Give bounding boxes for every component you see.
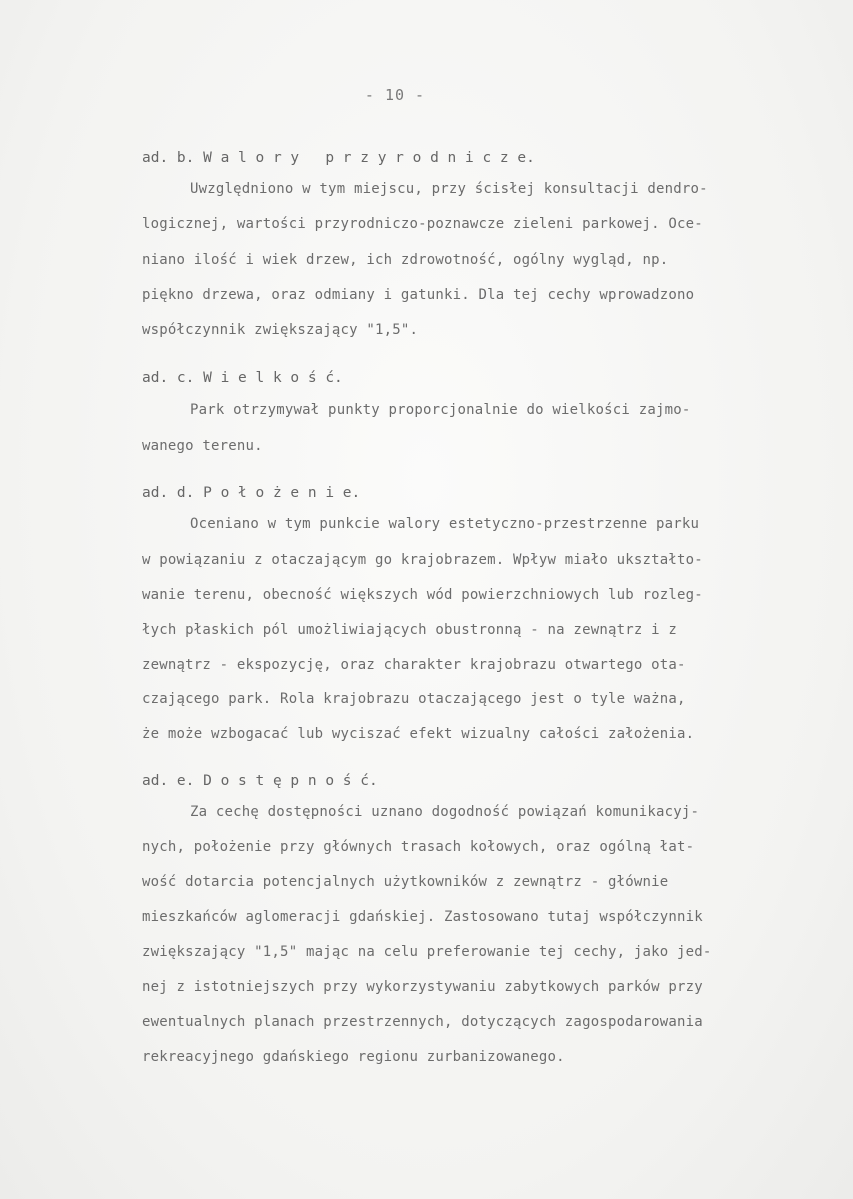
text-line: łych płaskich pól umożliwiających obustronną - na zewnątrz i z [142,622,677,638]
section-heading-walory: ad. b. W a l o r y p r z y r o d n i c z e. [142,150,535,166]
text-line: Za cechę dostępności uznano dogodność powiązań komunikacyj- [190,804,700,820]
page-number: - 10 - [364,86,426,104]
text-line: logicznej, wartości przyrodniczo-poznawcze zieleni parkowej. Oce- [142,216,703,232]
text-line: w powiązaniu z otaczającym go krajobrazem. Wpływ miało ukształto- [142,552,703,568]
section-heading-polozenie: ad. d. P o ł o ż e n i e. [142,485,361,501]
text-line: że może wzbogacać lub wyciszać efekt wizualny całości założenia. [142,726,695,742]
text-line: wanie terenu, obecność większych wód powierzchniowych lub rozleg- [142,587,703,603]
text-line: piękno drzewa, oraz odmiany i gatunki. Dla tej cechy wprowadzono [142,287,695,303]
section-heading-wielkosc: ad. c. W i e l k o ś ć. [142,370,343,386]
text-line: współczynnik zwiększający "1,5". [142,322,419,338]
text-line: zwiększający "1,5" mając na celu preferowanie tej cechy, jako jed- [142,944,712,960]
text-line: rekreacyjnego gdańskiego regionu zurbanizowanego. [142,1049,565,1065]
text-line: Uwzględniono w tym miejscu, przy ścisłej konsultacji dendro- [190,181,708,197]
text-line: ewentualnych planach przestrzennych, dotyczących zagospodarowania [142,1014,703,1030]
section-heading-dostepnosc: ad. e. D o s t ę p n o ś ć. [142,773,378,789]
text-line: nych, położenie przy głównych trasach kołowych, oraz ogólną łat- [142,839,695,855]
text-line: Oceniano w tym punkcie walory estetyczno-przestrzenne parku [190,516,700,532]
text-line: nej z istotniejszych przy wykorzystywaniu zabytkowych parków przy [142,979,703,995]
text-line: mieszkańców aglomeracji gdańskiej. Zastosowano tutaj współczynnik [142,909,703,925]
text-line: Park otrzymywał punkty proporcjonalnie do wielkości zajmo- [190,402,691,418]
text-line: wanego terenu. [142,438,263,454]
text-line: czającego park. Rola krajobrazu otaczającego jest o tyle ważna, [142,691,686,707]
text-line: wość dotarcia potencjalnych użytkowników z zewnątrz - głównie [142,874,669,890]
text-line: niano ilość i wiek drzew, ich zdrowotność, ogólny wygląd, np. [142,252,669,268]
text-line: zewnątrz - ekspozycję, oraz charakter krajobrazu otwartego ota- [142,657,686,673]
